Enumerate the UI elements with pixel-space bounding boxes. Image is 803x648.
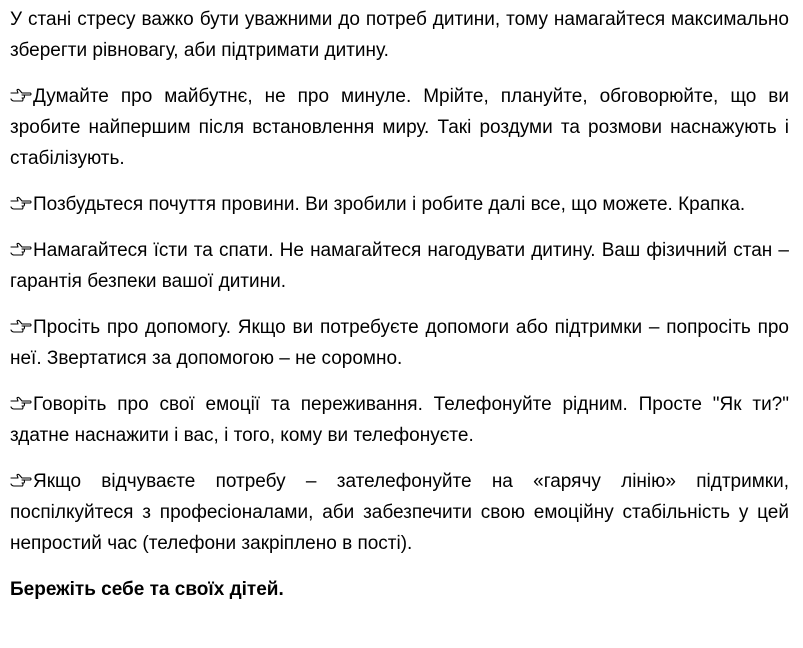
tip-paragraph <box>10 189 789 220</box>
pointing-hand-icon <box>10 395 32 411</box>
tip-paragraph <box>10 312 789 374</box>
tip-text: Якщо відчуваєте потребу – зателефонуйте на «гарячу лінію» підтримки, поспілкуйтеся з професіоналами, аби забезпечити свою емоційну стабільність у цей непростий час (телефони закріплено в пості). <box>10 471 789 554</box>
pointing-hand-icon <box>10 195 32 211</box>
pointing-hand-icon <box>10 87 32 103</box>
tip-text: Позбудьтеся почуття провини. Ви зробили і робите далі все, що можете. Крапка. <box>33 194 746 215</box>
tip-text: Намагайтеся їсти та спати. Не намагайтеся нагодувати дитину. Ваш фізичний стан – гарантія безпеки вашої дитини. <box>10 240 789 292</box>
tip-paragraph <box>10 389 789 451</box>
tip-paragraph <box>10 466 789 559</box>
pointing-hand-icon <box>10 318 32 334</box>
closing-line: Бережіть себе та своїх дітей. <box>10 579 284 600</box>
pointing-hand-icon <box>10 241 32 257</box>
pointing-hand-icon <box>10 472 32 488</box>
tip-text: Говоріть про свої емоції та переживання. Телефонуйте рідним. Просте "Як ти?" здатне наснажити і вас, і того, кому ви телефонуєте. <box>10 394 789 446</box>
tip-paragraph <box>10 81 789 174</box>
tip-text: Думайте про майбутнє, не про минуле. Мрійте, плануйте, обговорюйте, що ви зробите найпершим після встановлення миру. Такі роздуми та розмови наснажують і стабілізують. <box>10 86 789 169</box>
tip-text: Просіть про допомогу. Якщо ви потребуєте допомоги або підтримки – попросіть про неї. Звертатися за допомогою – не соромно. <box>10 317 789 369</box>
tip-paragraph <box>10 235 789 297</box>
intro-paragraph: У стані стресу важко бути уважними до потреб дитини, тому намагайтеся максимально зберегти рівновагу, аби підтримати дитину. <box>10 9 789 61</box>
